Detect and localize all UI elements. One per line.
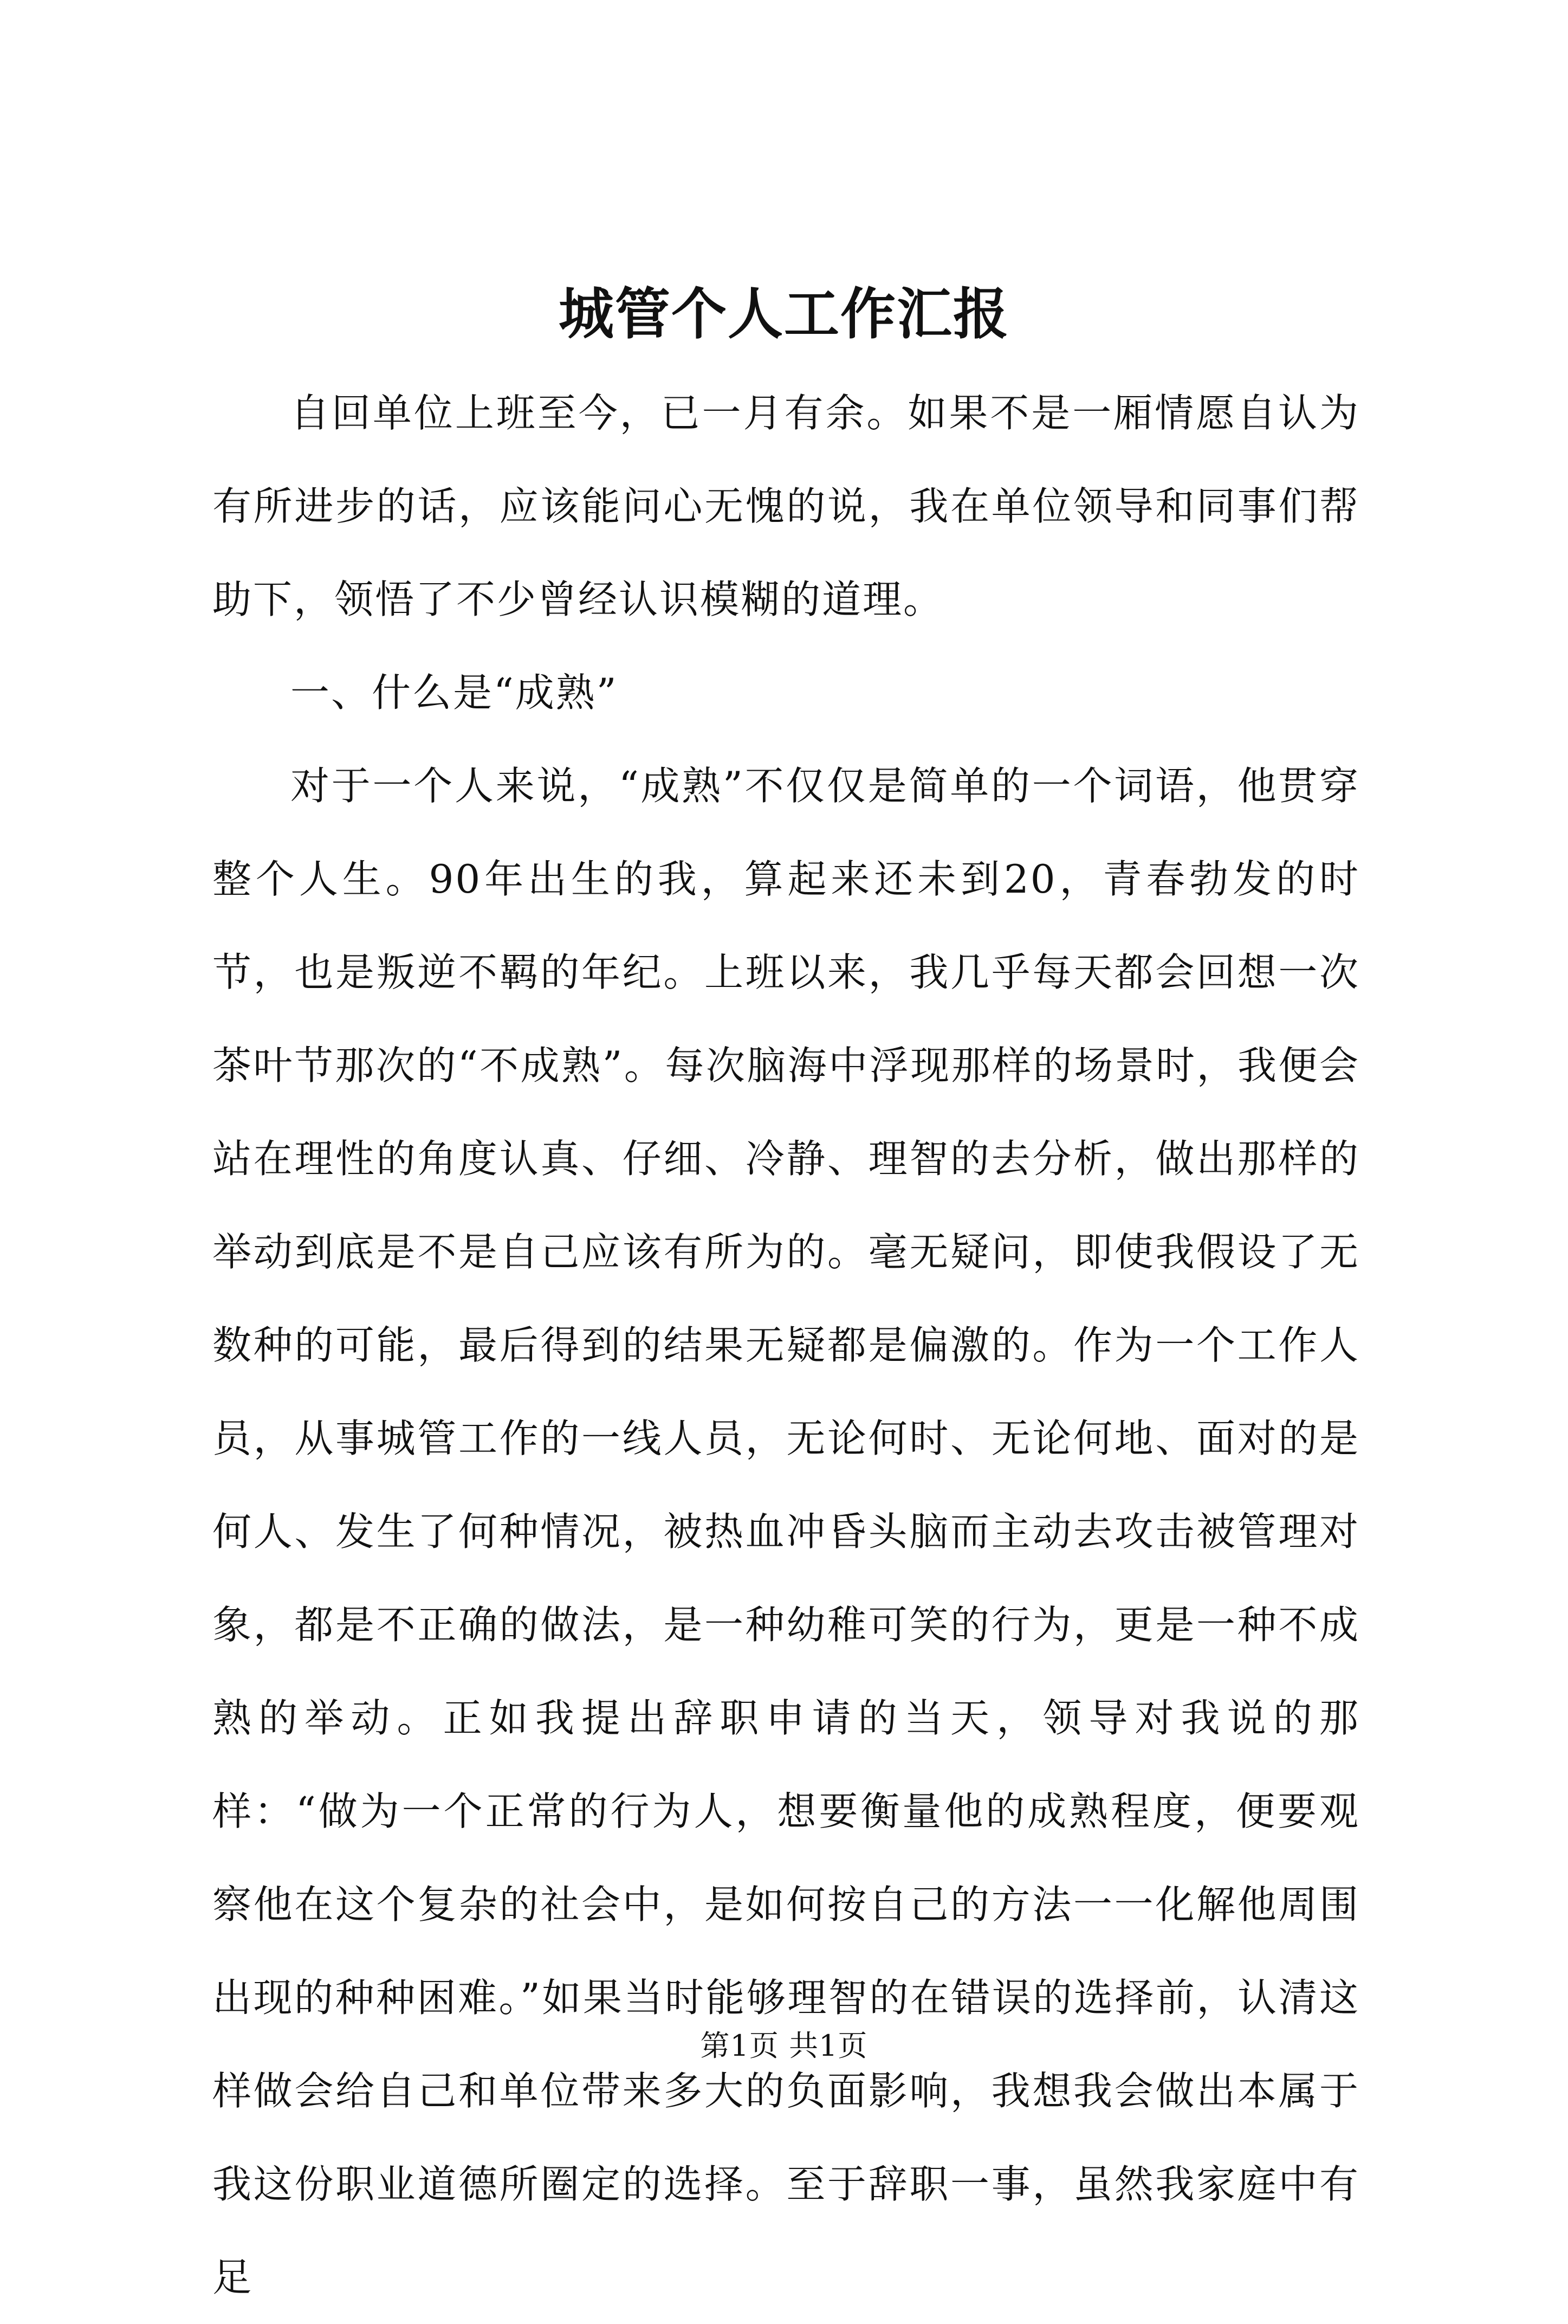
section-heading: 一、什么是“成熟”: [290, 670, 618, 715]
paragraph-intro: 自回单位上班至今，已一月有余。如果不是一厢情愿自认为有所进步的话，应该能问心无愧的说，我在单位领导和同事们帮助下，领悟了不少曾经认识模糊的道理。: [212, 390, 1360, 622]
document-title: 城管个人工作汇报: [559, 282, 1009, 347]
paragraph-maturity: 对于一个人来说，“成熟”不仅仅是简单的一个词语，他贯穿整个人生。90年出生的我，算起来还未到20，青春勃发的时节，也是叛逆不羁的年纪。上班以来，我几乎每天都会回想一次茶叶节那次的“不成熟”。每次脑海中浮现那样的场景时，我便会站在理性的角度认真、仔细、冷静、理智的去分析，做出那样的举动到底是不是自己应该有所为的。毫无疑问，即使我假设了无数种的可能，最后得到的结果无疑都是偏激的。作为一个工作人员，从事城管工作的一线人员，无论何时、无论何地、面对的是何人、发生了何种情况，被热血冲昏头脑而主动去攻击被管理对象，都是不正确的做法，是一种幼稚可笑的行为，更是一种不成熟的举动。正如我提出辞职申请的当天，领导对我说的那样：“做为一个正常的行为人，想要衡量他的成熟程度，便要观察他在这个复杂的社会中，是如何按自己的方法一一化解他周围出现的种种困难。”如果当时能够理智的在错误的选择前，认清这样做会给自己和单位带来多大的负面影响，我想我会做出本属于我这份职业道德所圈定的选择。至于辞职一事，虽然我家庭中有足: [212, 763, 1360, 2300]
page-footer: 第1页 共1页: [700, 2029, 868, 2063]
